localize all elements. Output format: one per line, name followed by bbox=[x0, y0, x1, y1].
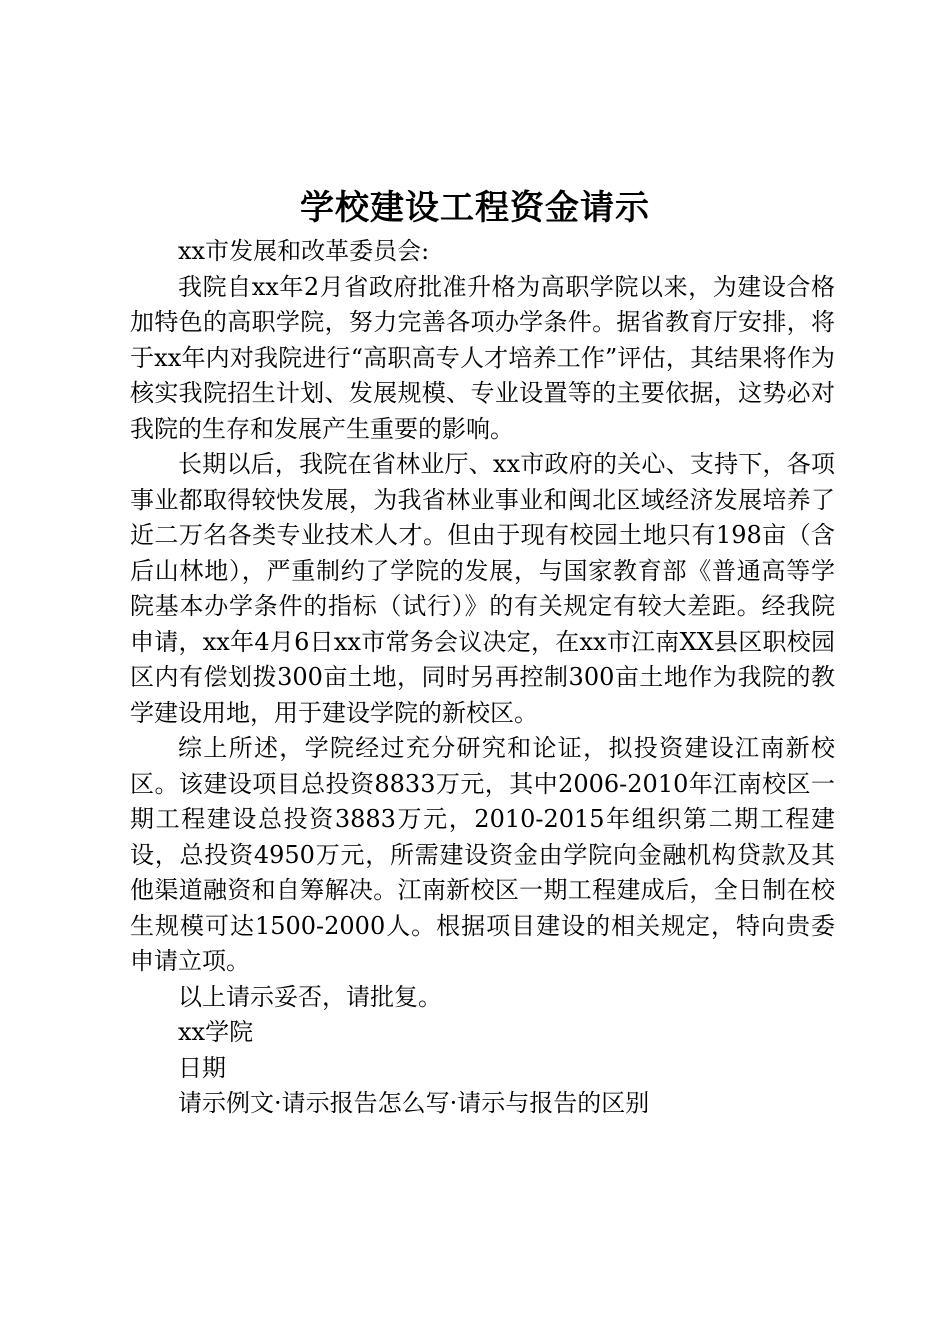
closing-line: 以上请示妥否，请批复。 bbox=[178, 982, 442, 1011]
paragraph-3: 综上所述，学院经过充分研究和论证，拟投资建设江南新校区。该建设项目总投资8833万元，其中2006-2010年江南校区一期工程建设总投资3883万元，2010-2015年组织第二期工程建设，总投资4950万元，所需建设资金由学院向金融机构贷款及其他渠道融资和自筹解决。江南新校区一期工程建成后，全日制在校生规模可达1500-2000人。根据项目建设的相关规定，特向贵委申请立项。 bbox=[130, 734, 835, 975]
salutation: xx市发展和改革委员会: bbox=[178, 237, 430, 265]
paragraph-2: 长期以后，我院在省林业厅、xx市政府的关心、支持下，各项事业都取得较快发展，为我省林业事业和闽北区域经济发展培养了近二万名各类专业技术人才。但由于现有校园土地只有198亩（含后山林地），严重制约了学院的发展，与国家教育部《普通高等学院基本办学条件的指标（试行）》的有关规定有较大差距。经我院申请，xx年4月6日xx市常务会议决定，在xx市江南XX县区职校园区内有偿划拨300亩土地，同时另再控制300亩土地作为我院的教学建设用地，用于建设学院的新校区。 bbox=[130, 450, 835, 727]
date-line: 日期 bbox=[178, 1053, 226, 1082]
paragraph-1: 我院自xx年2月省政府批准升格为高职学院以来，为建设合格加特色的高职学院，努力完善各项办学条件。据省教育厅安排，将于xx年内对我院进行“高职高专人才培养工作”评估，其结果将作为核实我院招生计划、发展规模、专业设置等的主要依据，这势必对我院的生存和发展产生重要的影响。 bbox=[130, 272, 835, 443]
related-links: 请示例文·请示报告怎么写·请示与报告的区别 bbox=[178, 1089, 650, 1117]
signature: xx学院 bbox=[178, 1018, 254, 1046]
document-body bbox=[130, 234, 835, 1122]
document-title: 学校建设工程资金请示 bbox=[300, 188, 650, 228]
